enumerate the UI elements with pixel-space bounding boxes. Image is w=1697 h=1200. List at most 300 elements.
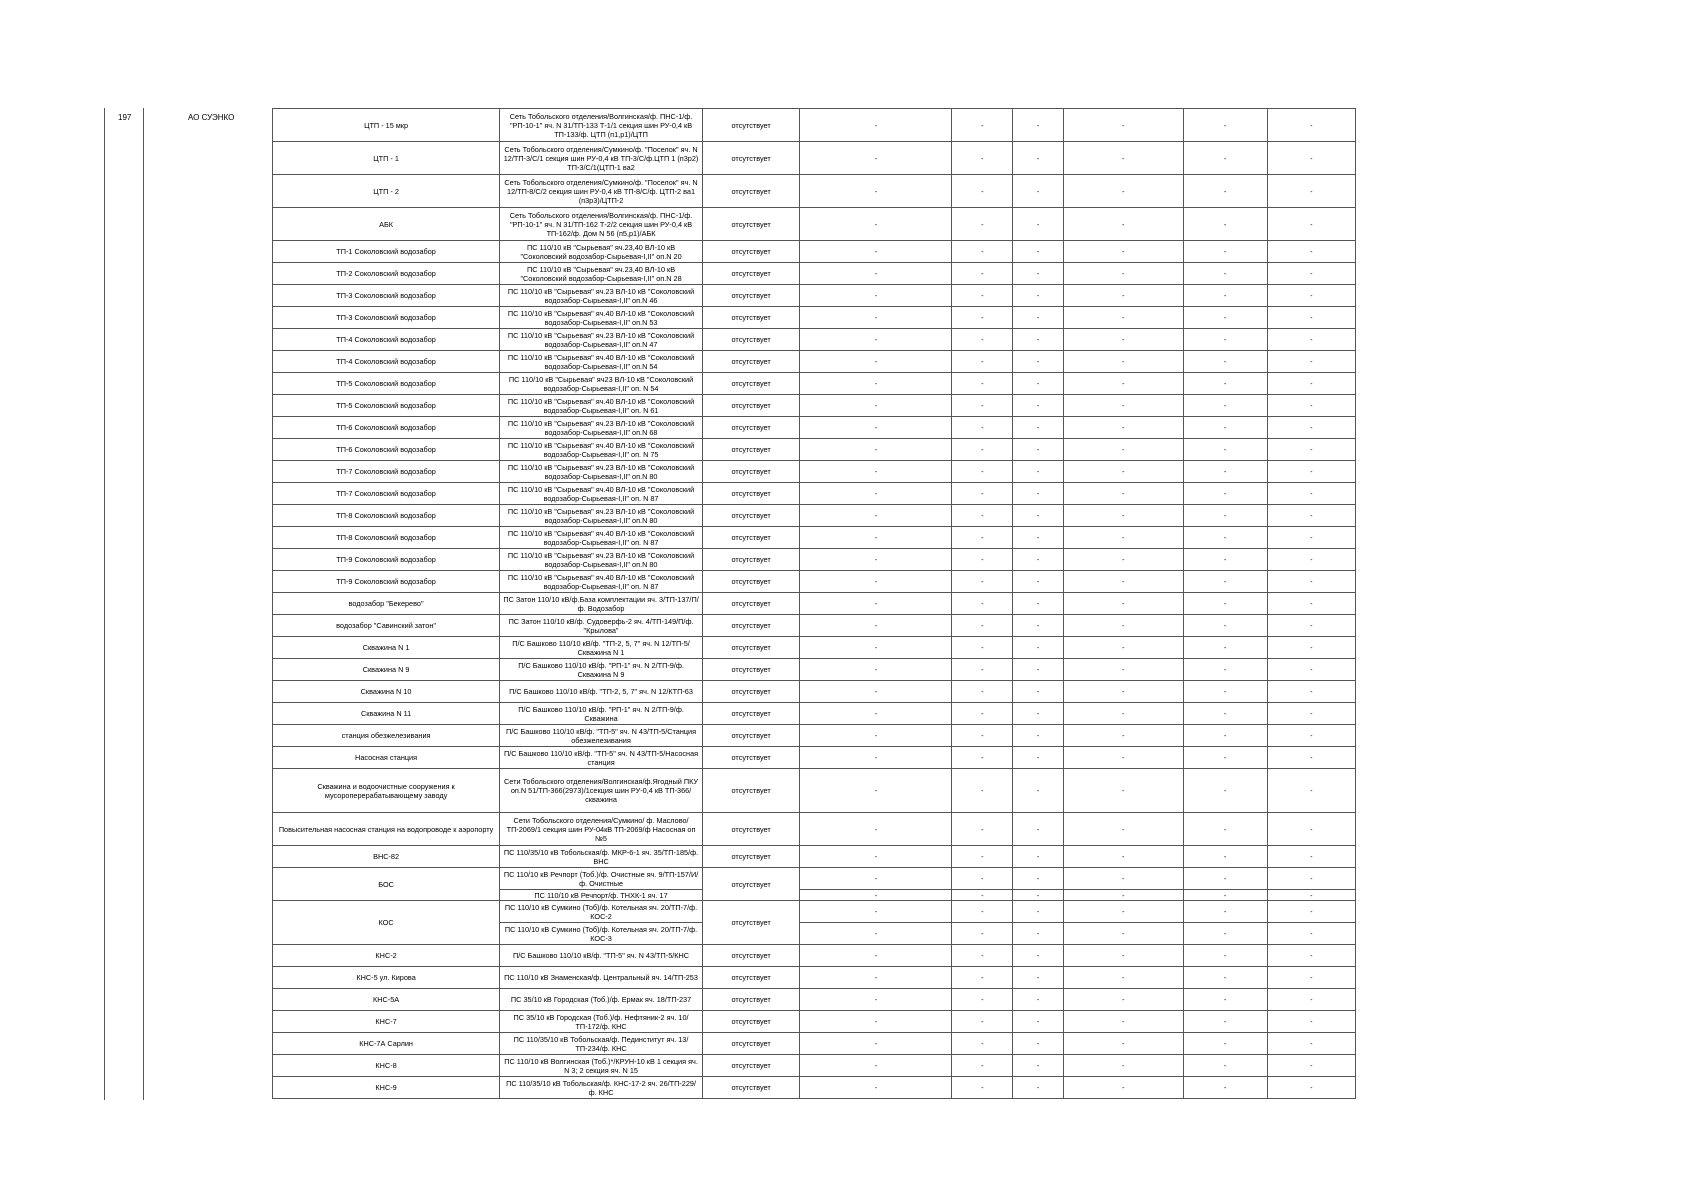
dash-cell: - <box>1183 945 1267 967</box>
table-row <box>273 439 1356 461</box>
power-source-cell: ПС 35/10 кВ Городская (Тоб.)/ф. Нефтяник-2 яч. 10/ТП-172/ф. КНС <box>500 1011 703 1033</box>
dash-cell: - <box>1183 263 1267 285</box>
dash-cell: - <box>1267 461 1355 483</box>
dash-cell: - <box>952 901 1013 923</box>
dash-cell: - <box>1183 747 1267 769</box>
dash-cell: - <box>1063 395 1183 417</box>
dash-cell: - <box>1183 1033 1267 1055</box>
dash-cell: - <box>1013 175 1064 208</box>
dash-cell: - <box>1267 747 1355 769</box>
dash-cell: - <box>1183 1055 1267 1077</box>
dash-cell: - <box>1267 1011 1355 1033</box>
power-source-cell: ПС 35/10 кВ Городская (Тоб.)/ф. Ермак яч. 18/ТП-237 <box>500 989 703 1011</box>
dash-cell: - <box>800 725 952 747</box>
dash-cell: - <box>1063 846 1183 868</box>
dash-cell: - <box>952 483 1013 505</box>
dash-cell: - <box>1267 142 1355 175</box>
dash-cell: - <box>1183 901 1267 923</box>
dash-cell: - <box>1063 109 1183 142</box>
dash-cell: - <box>1063 967 1183 989</box>
power-source-cell: ПС 110/10 кВ "Сырьевая" яч.23 ВЛ-10 кВ "Соколовский водозабор-Сырьевая-I,II" оп.N 80 <box>500 505 703 527</box>
dash-cell: - <box>800 175 952 208</box>
dash-cell: - <box>1013 395 1064 417</box>
power-source-cell: ПС 110/10 кВ Сумкино (Тоб)/ф. Котельная яч. 20/ТП-7/ф. КОС-3 <box>500 923 703 945</box>
dash-cell: - <box>1063 769 1183 813</box>
dash-cell: - <box>1267 1077 1355 1099</box>
table-row <box>273 417 1356 439</box>
dash-cell: - <box>1013 285 1064 307</box>
status-cell: отсутствует <box>702 1011 799 1033</box>
dash-cell: - <box>800 571 952 593</box>
dash-cell: - <box>1013 868 1064 890</box>
object-name-cell: ТП-2 Соколовский водозабор <box>273 263 500 285</box>
dash-cell: - <box>952 890 1013 901</box>
dash-cell: - <box>1063 439 1183 461</box>
dash-cell: - <box>800 208 952 241</box>
power-source-cell: ПС 110/10 кВ "Сырьевая" яч.40 ВЛ-10 кВ "Соколовский водозабор-Сырьевая-I,II" оп.N 53 <box>500 307 703 329</box>
power-source-cell: ПС 110/10 кВ "Сырьевая" яч.23 ВЛ-10 кВ "Соколовский водозабор-Сырьевая-I,II" оп.N 68 <box>500 417 703 439</box>
object-name-cell: ТП-3 Соколовский водозабор <box>273 307 500 329</box>
table-row <box>273 747 1356 769</box>
dash-cell: - <box>1013 505 1064 527</box>
dash-cell: - <box>1013 901 1064 923</box>
status-cell: отсутствует <box>702 571 799 593</box>
status-cell: отсутствует <box>702 846 799 868</box>
dash-cell: - <box>800 1077 952 1099</box>
object-name-cell: ТП-8 Соколовский водозабор <box>273 527 500 549</box>
dash-cell: - <box>1183 351 1267 373</box>
dash-cell: - <box>952 527 1013 549</box>
dash-cell: - <box>1063 373 1183 395</box>
organization-name: АО СУЭНКО <box>188 113 235 122</box>
power-source-cell: ПС 110/10 кВ "Сырьевая" яч.23 ВЛ-10 кВ "Соколовский водозабор-Сырьевая-I,II" оп.N 46 <box>500 285 703 307</box>
dash-cell: - <box>1063 945 1183 967</box>
status-cell: отсутствует <box>702 549 799 571</box>
dash-cell: - <box>1013 989 1064 1011</box>
dash-cell: - <box>1013 329 1064 351</box>
dash-cell: - <box>800 923 952 945</box>
power-source-cell: ПС 110/10 кВ "Сырьевая" яч.23 ВЛ-10 кВ "Соколовский водозабор-Сырьевая-I,II" оп.N 80 <box>500 461 703 483</box>
dash-cell: - <box>952 593 1013 615</box>
dash-cell: - <box>1013 439 1064 461</box>
dash-cell: - <box>1267 285 1355 307</box>
table-row <box>273 241 1356 263</box>
status-cell: отсутствует <box>702 263 799 285</box>
status-cell: отсутствует <box>702 241 799 263</box>
dash-cell: - <box>1183 967 1267 989</box>
dash-cell: - <box>800 703 952 725</box>
object-name-cell: Скважина N 10 <box>273 681 500 703</box>
power-source-cell: Сети Тобольского отделения/Сумкино/ ф. Маслово/ТП-2069/1 секция шин РУ-04кВ ТП-2069/ф Насосная оп №5 <box>500 813 703 846</box>
power-source-cell: ПС 110/10 кВ "Сырьевая" яч.40 ВЛ-10 кВ "Соколовский водозабор-Сырьевая-I,II" оп. N 87 <box>500 527 703 549</box>
power-source-cell: ПС 110/10 кВ Речпорт (Тоб.)/ф. Очистные яч. 9/ТП-157/И/ф. Очистные <box>500 868 703 890</box>
dash-cell: - <box>1183 813 1267 846</box>
dash-cell: - <box>1063 208 1183 241</box>
dash-cell: - <box>800 945 952 967</box>
object-name-cell: ТП-5 Соколовский водозабор <box>273 373 500 395</box>
dash-cell: - <box>1267 395 1355 417</box>
dash-cell: - <box>1063 868 1183 890</box>
dash-cell: - <box>800 307 952 329</box>
dash-cell: - <box>1063 263 1183 285</box>
dash-cell: - <box>800 593 952 615</box>
status-cell: отсутствует <box>702 439 799 461</box>
dash-cell: - <box>1183 109 1267 142</box>
dash-cell: - <box>952 571 1013 593</box>
dash-cell: - <box>800 967 952 989</box>
object-name-cell: ТП-7 Соколовский водозабор <box>273 483 500 505</box>
dash-cell: - <box>1183 659 1267 681</box>
power-source-cell: ПС 110/35/10 кВ Тобольская/ф. МКР-6-1 яч. 35/ТП-185/ф. ВНС <box>500 846 703 868</box>
object-name-cell: ТП-9 Соколовский водозабор <box>273 571 500 593</box>
dash-cell: - <box>1267 703 1355 725</box>
dash-cell: - <box>952 1055 1013 1077</box>
table-row <box>273 527 1356 549</box>
dash-cell: - <box>800 890 952 901</box>
table-row <box>273 483 1356 505</box>
dash-cell: - <box>1063 483 1183 505</box>
dash-cell: - <box>1063 417 1183 439</box>
dash-cell: - <box>952 175 1013 208</box>
dash-cell: - <box>952 142 1013 175</box>
dash-cell: - <box>1267 439 1355 461</box>
object-name-cell: Скважина N 1 <box>273 637 500 659</box>
dash-cell: - <box>1013 142 1064 175</box>
object-name-cell: ТП-9 Соколовский водозабор <box>273 549 500 571</box>
table-row <box>273 1055 1356 1077</box>
status-cell: отсутствует <box>702 307 799 329</box>
dash-cell: - <box>1013 549 1064 571</box>
dash-cell: - <box>1013 637 1064 659</box>
dash-cell: - <box>1183 725 1267 747</box>
table-row <box>273 813 1356 846</box>
object-name-cell: ТП-5 Соколовский водозабор <box>273 395 500 417</box>
dash-cell: - <box>800 989 952 1011</box>
dash-cell: - <box>952 439 1013 461</box>
object-name-cell: водозабор "Бекерево" <box>273 593 500 615</box>
dash-cell: - <box>800 846 952 868</box>
dash-cell: - <box>1183 615 1267 637</box>
dash-cell: - <box>1013 923 1064 945</box>
dash-cell: - <box>1063 1011 1183 1033</box>
dash-cell: - <box>1267 923 1355 945</box>
dash-cell: - <box>1183 527 1267 549</box>
dash-cell: - <box>1267 263 1355 285</box>
object-name-cell: Насосная станция <box>273 747 500 769</box>
power-source-cell: ПС 110/10 кВ "Сырьевая" яч.40 ВЛ-10 кВ "Соколовский водозабор-Сырьевая-I,II" оп. N 87 <box>500 483 703 505</box>
dash-cell: - <box>952 505 1013 527</box>
dash-cell: - <box>1013 615 1064 637</box>
dash-cell: - <box>1267 813 1355 846</box>
dash-cell: - <box>800 527 952 549</box>
status-cell: отсутствует <box>702 461 799 483</box>
dash-cell: - <box>952 703 1013 725</box>
dash-cell: - <box>1267 1033 1355 1055</box>
dash-cell: - <box>1183 175 1267 208</box>
dash-cell: - <box>1013 527 1064 549</box>
dash-cell: - <box>1183 549 1267 571</box>
dash-cell: - <box>952 868 1013 890</box>
table-row <box>273 868 1356 890</box>
dash-cell: - <box>1013 846 1064 868</box>
dash-cell: - <box>1063 571 1183 593</box>
status-cell: отсутствует <box>702 505 799 527</box>
dash-cell: - <box>1267 549 1355 571</box>
dash-cell: - <box>800 263 952 285</box>
object-name-cell: ЦТП - 15 мкр <box>273 109 500 142</box>
object-name-cell: ЦТП - 2 <box>273 175 500 208</box>
dash-cell: - <box>952 241 1013 263</box>
dash-cell: - <box>952 461 1013 483</box>
dash-cell: - <box>1183 890 1267 901</box>
object-name-cell: КНС-8 <box>273 1055 500 1077</box>
table-row <box>273 307 1356 329</box>
status-cell: отсутствует <box>702 615 799 637</box>
power-source-cell: ПС 110/10 кВ Знаменская/ф. Центральный яч. 14/ТП-253 <box>500 967 703 989</box>
object-name-cell: КНС-7 <box>273 1011 500 1033</box>
dash-cell: - <box>800 395 952 417</box>
status-cell: отсутствует <box>702 175 799 208</box>
object-name-cell: ТП-6 Соколовский водозабор <box>273 439 500 461</box>
dash-cell: - <box>1013 703 1064 725</box>
dash-cell: - <box>1183 329 1267 351</box>
dash-cell: - <box>1267 208 1355 241</box>
dash-cell: - <box>1267 945 1355 967</box>
dash-cell: - <box>1063 813 1183 846</box>
dash-cell: - <box>1013 373 1064 395</box>
power-source-cell: ПС Затон 110/10 кВ/ф.База комплектации яч. 3/ТП-137/П/ф. Водозабор <box>500 593 703 615</box>
object-name-cell: КНС-9 <box>273 1077 500 1099</box>
dash-cell: - <box>1183 989 1267 1011</box>
dash-cell: - <box>952 637 1013 659</box>
dash-cell: - <box>1183 208 1267 241</box>
table-row <box>273 681 1356 703</box>
dash-cell: - <box>1063 549 1183 571</box>
left-border-2 <box>143 108 144 1100</box>
dash-cell: - <box>1267 868 1355 890</box>
dash-cell: - <box>800 109 952 142</box>
dash-cell: - <box>1063 285 1183 307</box>
status-cell: отсутствует <box>702 109 799 142</box>
table-row <box>273 703 1356 725</box>
object-name-cell: Скважина и водоочистные сооружения к мусороперерабатывающему заводу <box>273 769 500 813</box>
dash-cell: - <box>1013 945 1064 967</box>
object-name-cell: ТП-1 Соколовский водозабор <box>273 241 500 263</box>
power-source-cell: ПС 110/10 кВ Волгинская (Тоб.)*/КРУН-10 кВ 1 секция яч. N 3; 2 секция яч. N 15 <box>500 1055 703 1077</box>
dash-cell: - <box>1063 527 1183 549</box>
dash-cell: - <box>800 868 952 890</box>
table-row <box>273 1011 1356 1033</box>
dash-cell: - <box>1267 846 1355 868</box>
table-row <box>273 461 1356 483</box>
dash-cell: - <box>1267 1055 1355 1077</box>
dash-cell: - <box>1013 1011 1064 1033</box>
dash-cell: - <box>1013 208 1064 241</box>
table-row <box>273 175 1356 208</box>
status-cell: отсутствует <box>702 637 799 659</box>
status-cell: отсутствует <box>702 769 799 813</box>
dash-cell: - <box>1183 439 1267 461</box>
dash-cell: - <box>1063 989 1183 1011</box>
dash-cell: - <box>952 769 1013 813</box>
table-row <box>273 945 1356 967</box>
dash-cell: - <box>1063 1077 1183 1099</box>
dash-cell: - <box>952 1077 1013 1099</box>
dash-cell: - <box>952 263 1013 285</box>
power-source-cell: ПС 110/10 кВ Речпорт/ф. ТНХК-1 яч. 17 <box>500 890 703 901</box>
power-source-cell: П/С Башково 110/10 кВ/ф. "РП-1" яч. N 2/ТП-9/ф. Скважина N 9 <box>500 659 703 681</box>
dash-cell: - <box>952 373 1013 395</box>
dash-cell: - <box>952 989 1013 1011</box>
object-name-cell: ТП-4 Соколовский водозабор <box>273 351 500 373</box>
dash-cell: - <box>800 461 952 483</box>
status-cell: отсутствует <box>702 417 799 439</box>
dash-cell: - <box>1063 681 1183 703</box>
dash-cell: - <box>1063 615 1183 637</box>
dash-cell: - <box>1267 109 1355 142</box>
table-row <box>273 989 1356 1011</box>
power-source-cell: ПС 110/10 кВ "Сырьевая" яч.40 ВЛ-10 кВ "Соколовский водозабор-Сырьевая-I,II" оп. N 87 <box>500 571 703 593</box>
dash-cell: - <box>800 549 952 571</box>
power-source-cell: Сеть Тобольского отделения/Сумкино/ф. "Поселок" яч. N 12/ТП-3/С/1 секция шин РУ-0,4 кВ ТП-3/С/ф.ЦТП 1 (п3р2) ТП-3/С/1(ЦТП-1 ва2 <box>500 142 703 175</box>
dash-cell: - <box>952 813 1013 846</box>
status-cell: отсутствует <box>702 351 799 373</box>
dash-cell: - <box>1183 923 1267 945</box>
dash-cell: - <box>1183 307 1267 329</box>
dash-cell: - <box>1183 681 1267 703</box>
power-source-cell: ПС 110/10 кВ "Сырьевая" яч.40 ВЛ-10 кВ "Соколовский водозабор-Сырьевая-I,II" оп. N 75 <box>500 439 703 461</box>
object-name-cell: ТП-4 Соколовский водозабор <box>273 329 500 351</box>
dash-cell: - <box>1267 175 1355 208</box>
object-name-cell: ВНС-82 <box>273 846 500 868</box>
dash-cell: - <box>1063 307 1183 329</box>
dash-cell: - <box>1267 241 1355 263</box>
dash-cell: - <box>1267 593 1355 615</box>
dash-cell: - <box>1267 351 1355 373</box>
dash-cell: - <box>952 285 1013 307</box>
power-source-cell: ПС 110/10 кВ "Сырьевая" яч.40 ВЛ-10 кВ "Соколовский водозабор-Сырьевая-I,II" оп. N 61 <box>500 395 703 417</box>
dash-cell: - <box>800 241 952 263</box>
dash-cell: - <box>1183 571 1267 593</box>
object-name-cell: Скважина N 9 <box>273 659 500 681</box>
dash-cell: - <box>800 813 952 846</box>
dash-cell: - <box>952 923 1013 945</box>
power-source-cell: ПС 110/35/10 кВ Тобольская/ф. КНС-17-2 яч. 26/ТП-229/ф. КНС <box>500 1077 703 1099</box>
dash-cell: - <box>1183 868 1267 890</box>
dash-cell: - <box>1013 769 1064 813</box>
table-row <box>273 593 1356 615</box>
dash-cell: - <box>1013 593 1064 615</box>
dash-cell: - <box>952 417 1013 439</box>
dash-cell: - <box>1013 483 1064 505</box>
table-row <box>273 571 1356 593</box>
dash-cell: - <box>1013 263 1064 285</box>
dash-cell: - <box>1013 967 1064 989</box>
dash-cell: - <box>952 659 1013 681</box>
dash-cell: - <box>1013 571 1064 593</box>
dash-cell: - <box>1063 923 1183 945</box>
object-name-cell: ТП-8 Соколовский водозабор <box>273 505 500 527</box>
power-source-cell: Сеть Тобольского отделения/Сумкино/ф. "Поселок" яч. N 12/ТП-8/С/2 секция шин РУ-0,4 кВ ТП-8/С/ф. ЦТП-2 ва1 (п3р3)/ЦТП-2 <box>500 175 703 208</box>
dash-cell: - <box>1267 483 1355 505</box>
power-source-cell: ПС 110/10 кВ "Сырьевая" яч.40 ВЛ-10 кВ "Соколовский водозабор-Сырьевая-I,II" оп.N 54 <box>500 351 703 373</box>
dash-cell: - <box>1013 681 1064 703</box>
table-row <box>273 395 1356 417</box>
dash-cell: - <box>800 285 952 307</box>
dash-cell: - <box>1183 483 1267 505</box>
table-row <box>273 769 1356 813</box>
power-source-cell: ПС 110/10 кВ "Сырьевая" яч.23,40 ВЛ-10 кВ "Соколовский водозабор-Сырьевая-I,II" оп.N 28 <box>500 263 703 285</box>
dash-cell: - <box>800 142 952 175</box>
status-cell: отсутствует <box>702 989 799 1011</box>
status-cell: отсутствует <box>702 703 799 725</box>
status-cell: отсутствует <box>702 747 799 769</box>
dash-cell: - <box>1267 571 1355 593</box>
dash-cell: - <box>1183 285 1267 307</box>
dash-cell: - <box>1183 769 1267 813</box>
table-row <box>273 505 1356 527</box>
status-cell: отсутствует <box>702 1055 799 1077</box>
status-cell: отсутствует <box>702 945 799 967</box>
dash-cell: - <box>1063 505 1183 527</box>
power-source-cell: ПС Затон 110/10 кВ/ф. Судоверфь-2 яч. 4/ТП-149/П/ф. "Крылова" <box>500 615 703 637</box>
object-name-cell: Повысительная насосная станция на водопроводе к аэропорту <box>273 813 500 846</box>
dash-cell: - <box>1013 351 1064 373</box>
status-cell: отсутствует <box>702 373 799 395</box>
object-name-cell: КНС-2 <box>273 945 500 967</box>
dash-cell: - <box>800 681 952 703</box>
dash-cell: - <box>1063 703 1183 725</box>
dash-cell: - <box>800 637 952 659</box>
status-cell: отсутствует <box>702 395 799 417</box>
dash-cell: - <box>1267 615 1355 637</box>
dash-cell: - <box>952 615 1013 637</box>
row-number: 197 <box>118 113 132 122</box>
table-row <box>273 1077 1356 1099</box>
dash-cell: - <box>952 725 1013 747</box>
dash-cell: - <box>1183 241 1267 263</box>
dash-cell: - <box>1267 417 1355 439</box>
status-cell: отсутствует <box>702 659 799 681</box>
dash-cell: - <box>800 901 952 923</box>
table-row <box>273 659 1356 681</box>
table-row <box>273 967 1356 989</box>
object-name-cell: ЦТП - 1 <box>273 142 500 175</box>
dash-cell: - <box>1267 659 1355 681</box>
dash-cell: - <box>952 109 1013 142</box>
dash-cell: - <box>1013 307 1064 329</box>
dash-cell: - <box>800 351 952 373</box>
dash-cell: - <box>952 351 1013 373</box>
power-source-cell: Сеть Тобольского отделения/Волгинская/ф. ПНС-1/ф. "РП-10-1" яч. N 31/ТП-133 Т-1/1 секция шин РУ-0,4 кВ ТП-133/ф. ЦТП (п1,р1)/ЦТП <box>500 109 703 142</box>
table-row <box>273 329 1356 351</box>
status-cell: отсутствует <box>702 725 799 747</box>
dash-cell: - <box>1063 351 1183 373</box>
status-cell: отсутствует <box>702 1033 799 1055</box>
dash-cell: - <box>1063 725 1183 747</box>
status-cell: отсутствует <box>702 527 799 549</box>
table-row <box>273 901 1356 923</box>
dash-cell: - <box>952 846 1013 868</box>
dash-cell: - <box>1183 373 1267 395</box>
dash-cell: - <box>952 747 1013 769</box>
dash-cell: - <box>1013 659 1064 681</box>
dash-cell: - <box>952 1011 1013 1033</box>
dash-cell: - <box>800 1011 952 1033</box>
dash-cell: - <box>1063 747 1183 769</box>
dash-cell: - <box>800 1033 952 1055</box>
status-cell: отсутствует <box>702 813 799 846</box>
